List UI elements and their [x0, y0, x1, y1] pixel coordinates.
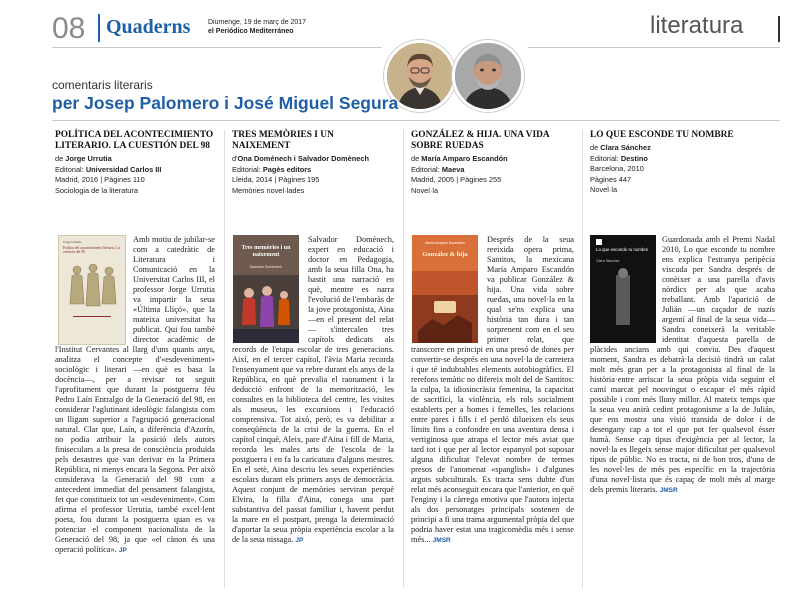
cover-title: Tres memòries i un naixement	[241, 245, 291, 258]
review-body: Amb motiu de jubilar-se com a catedràtic de Literatura i Comunicació en la Universitat Carlos III, el professor Jorge Urrutia va impartir la seua «Última Lliçó», que la mateixa universitat ha publicat. Qui fou també director acadèmic de l'Institut Cervantes al llarg d'uns quants anys, analitza el concepte d'«esdeveniment» sociològic i literari —en què es basa la docència—, per a revisar tot seguit l'aprofitament que durant la postguerra féu Pedro Laín Entralgo de la Generació del 98, en considerar l'aglutinant ideològic falangista com un lligam superior a l'agrupació generacional natural. Clar que, Laín, a diferència d'Azorín, no podia atribuir la posició dels autors finiseculars a la presa de consciència produïda pels desastres que van derivar en la Primera República, ni menys encara la Segona. Per això considerava la Generació del 98 com a antecedent immediat del pensament falangista, fet que constitueix tot un «esdeveniment». Com afirma el professor Urrutia, també excel·lent poeta, fou durant la postguerra quan es va potenciar el component nacionalista de la Generació del 98, ja que «el cànon és una operació política».	[55, 235, 215, 554]
review-body: Guardonada amb el Premi Nadal 2010, Lo que esconde tu nombre ens explica l'estranya peripècia viscuda per Sandra després de conèixer a una parella d'avis nòrdics per als que acaba treballant. Amb l'aparició de Julián —un caçador de nazis argentí al final de la seua vida— Sandra coneixerà la veritable identitat d'aquesta parella de plàcides ancians amb qui conviu. Des d'aquest moment, Sandra es debatrà·la decisió tindrà un calat molt més gran per a la protagonista al final de la història·entre arriscar la seua pròpia vida seguint el camí marcat pel nouvingut o escapar el més ràpid possible i com més lluny millor. Al mateix temps que la seua veu anirà cedint protagonisme a la de Julián, que ens mostra una visió transida de dolor i de desengany cap a tot el que pot fer qualsevol ésser humà. Sense cap tipus d'exigència per al lector, la novel·la es llegeix sense major dificultat per qualsevol tipus de públic. No es tracta, ni de bon tros, d'una de les novel·les de més pes específic en la trajectòria d'una novel·lista que és capaç de molt més al marge dels premis literaris.	[590, 235, 775, 494]
rule	[52, 47, 382, 48]
review-body: Després de la seua reeixida opera prima, Santitos, la mexicana María Amparo Escandón va publicar González & hija. Una vida sobre ruedas, una novel·la en la qual se'ns explica una història tan dura i tan sorprenent com en el seu primer relat, que transcorre en principi en una presó de dones per convertir-se després en una novel·la de carretera i que té indubtables elements autobiogràfics. El rerefons temàtic no difereix molt del de Santitos: la culpa, la idiosincràsia femenina, la capacitat de sacrifici, la violència, els rols socialment establerts per a homes i femelles, les relacions entre pares i fills i el perdó dilueixen els seus límits fins a confondre en una aventura densa i vertiginosa que atrapa el lector més aviat que tard tot i que per al lector espanyol pot suposar alguna dificultat l'elevat nombre de termes presos de l'anomenat «spanglish» i d'algunes argots subculturals. Es tracta sens dubte d'un relat més aconseguit encara que l'anterior, en què l'enginy i la càrrega emotiva que l'autora injecta als dos personatges principals sostenen de principi a fi una trama argumental pròpia del que podria haver estat una tragicomèdia més i sense més...	[411, 235, 574, 544]
author-portrait-segura	[452, 40, 524, 112]
book-author: Jorge Urrutia	[65, 154, 112, 163]
column-divider	[403, 130, 404, 588]
review-signature: JP	[295, 537, 304, 544]
float-spacer	[232, 235, 308, 345]
cover-title: Lo que esconde tu nombre	[596, 247, 649, 252]
book-title: POLÍTICA DEL ACONTECIMIENTO LITERARIO. LA CUESTIÓN DEL 98	[55, 130, 214, 151]
author-prefix: d'	[232, 154, 238, 163]
review-text	[232, 235, 394, 546]
review-text	[55, 235, 215, 556]
issue-date: Diumenge, 19 de març de 2017	[208, 19, 307, 26]
book-title: GONZÁLEZ & HIJA. UNA VIDA SOBRE RUEDAS	[411, 130, 550, 151]
book-info: Barcelona, 2010	[590, 164, 644, 173]
section-kicker: comentaris literaris	[52, 78, 153, 92]
book-author: Clara Sánchez	[600, 143, 651, 152]
book-publisher: Destino	[620, 153, 648, 163]
cover-author: Salvador Domènech	[249, 265, 283, 269]
publisher-prefix: Editorial:	[590, 153, 619, 163]
book-info: Madrid, 2005 | Pàgines 255	[411, 175, 502, 184]
cover-title: Política del acontecimiento literario. La cuestión del 98	[63, 246, 120, 255]
cover-author: Clara Sánchez	[596, 259, 620, 263]
publisher-prefix: Editorial:	[232, 164, 261, 174]
author-prefix: de	[590, 143, 599, 152]
publisher-prefix: Editorial:	[55, 164, 84, 174]
review-header	[590, 130, 775, 196]
review-header	[55, 130, 215, 196]
book-pages: Pàgines 447	[590, 174, 632, 184]
page-number: 08	[52, 12, 86, 45]
review-text	[590, 235, 775, 496]
dateline	[208, 18, 306, 36]
book-title: LO QUE ESCONDE TU NOMBRE	[590, 130, 734, 140]
book-title: TRES MEMÒRIES I UN NAIXEMENT	[232, 130, 334, 151]
review-signature: JP	[118, 547, 127, 554]
book-genre: Memòries novel·lades	[232, 185, 305, 195]
review-body: Salvador Domènech, expert en educació i doctor en Pedagogia, amb la seua filla Ona, ha bastit una narració en què, mentre es narra l'evolució de l'embaràs de la jove protagonista, Aina —en el present del relat— s'intercalen tres capítols dedicats als records de l'etapa escolar de tres generacions. Així, en el tercer capítol, l'àvia Maria recorda l'ensenyament que va rebre durant els anys de la República, en què prevalia el raonament i la deducció enfront de la memorització, les consultes en la biblioteca del centre, les visites als museus, les excursions i l'educació comprensiva. Tot això, però, es va debilitar a conseqüència de la crisi de la guerra. En el capítol cinquè, Aleix, pare d'Aina i fill de Maria, recorda les males arts de l'escola de la postguerra i en fa la caricatura d'alguns mestres. En el setè, Aina descriu les seues experiències escolars durant els primers anys de democràcia. Aquest conjunt de memòries serviran perquè Elvira, la filla d'Aina, conega una part substantiva del passat familiar i, havent perdut la mare en el postpart, prenga la determinació d'aportar la seua pròpia experiència escolar a la de la seua nissaga.	[232, 235, 394, 544]
rule	[52, 120, 780, 121]
float-spacer	[590, 235, 662, 345]
book-genre: Novel·la	[590, 185, 618, 194]
publisher-prefix: Editorial:	[411, 164, 440, 174]
book-info: Lleida, 2014 | Pàgines 195	[232, 175, 320, 184]
review-header	[232, 130, 394, 196]
author-prefix: de	[55, 154, 64, 163]
author-prefix: de	[411, 154, 420, 163]
review-signature: JMSR	[659, 487, 678, 494]
cover-author: Jorge Urrutia	[63, 240, 82, 244]
cover-author: María Amparo Escandón	[425, 241, 465, 245]
book-genre: Novel·la	[411, 185, 439, 195]
column-divider	[582, 130, 583, 588]
cover-title: González & hija	[422, 251, 468, 258]
book-publisher: Maeva	[441, 164, 465, 174]
book-publisher: Universidad Carlos III	[85, 164, 162, 174]
book-author: María Amparo Escandón	[421, 154, 508, 163]
book-genre: Sociologia de la literatura	[55, 185, 138, 195]
book-publisher: Pagès editors	[262, 164, 312, 174]
header-divider	[98, 14, 100, 42]
section-title: literatura	[650, 12, 744, 39]
section-divider	[778, 16, 780, 42]
float-spacer	[55, 235, 133, 345]
newspaper-name: el Periódico Mediterráneo	[208, 28, 294, 35]
book-author: Ona Doménech i Salvador Domènech	[237, 154, 369, 163]
page-byline: per Josep Palomero i José Miguel Segura	[52, 93, 399, 113]
review-signature: JMSR	[432, 537, 451, 544]
float-spacer	[411, 235, 487, 345]
rule	[528, 47, 780, 48]
column-divider	[224, 130, 225, 588]
review-text	[411, 235, 574, 546]
publication-title: Quaderns	[106, 16, 191, 38]
book-info: Madrid, 2016 | Pàgines 110	[55, 175, 145, 184]
review-header	[411, 130, 574, 196]
